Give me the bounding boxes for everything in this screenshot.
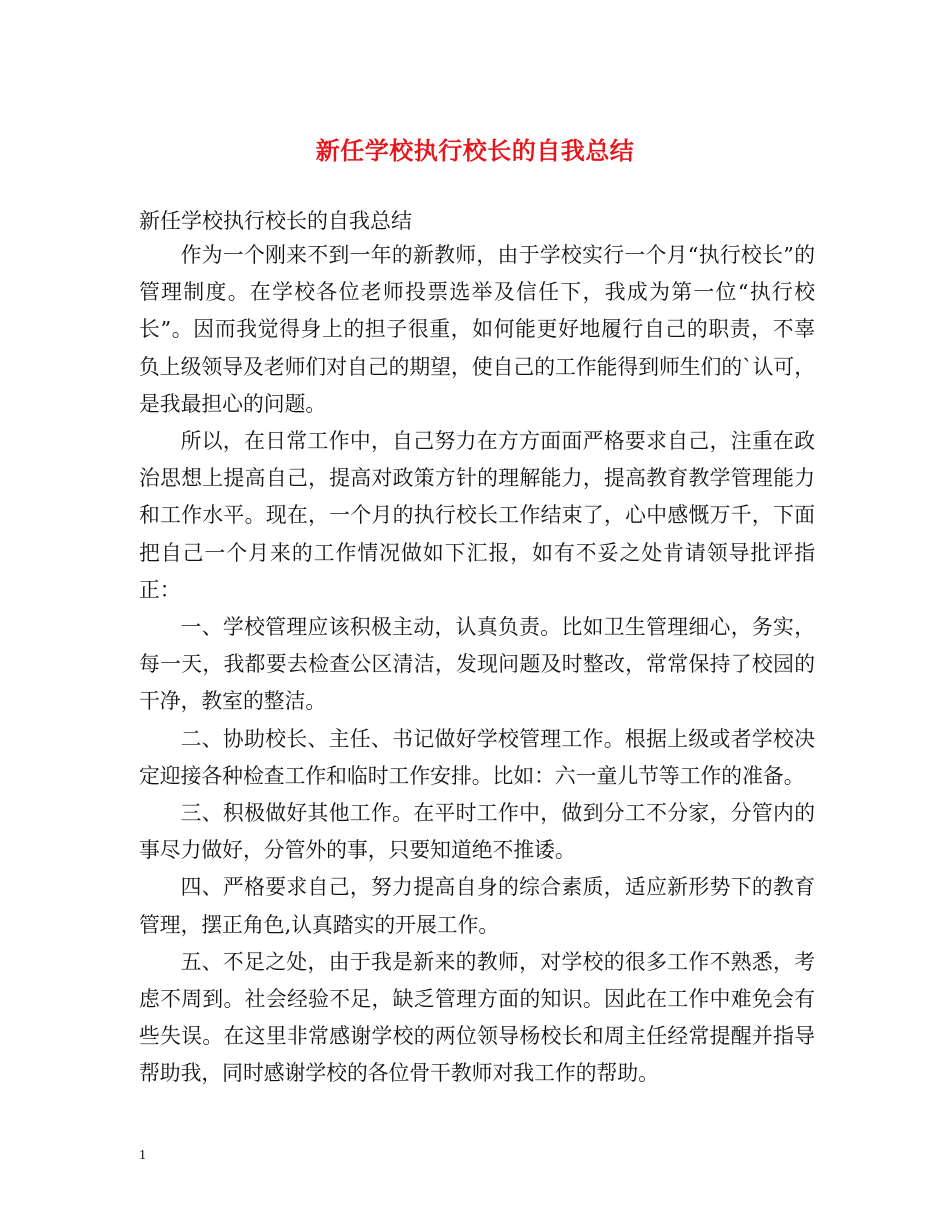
paragraph-item-4: 四、严格要求自己，努力提高自身的综合素质，适应新形势下的教育管理，摆正角色,认真踏实的开展工作。 <box>139 875 815 937</box>
paragraph-item-1: 一、学校管理应该积极主动，认真负责。比如卫生管理细心，务实，每一天，我都要去检查公区清洁，发现问题及时整改，常常保持了校园的干净，教室的整洁。 <box>139 615 815 714</box>
paragraph-intro: 作为一个刚来不到一年的新教师，由于学校实行一个月“执行校长”的管理制度。在学校各位老师投票选举及信任下，我成为第一位“执行校长”。因而我觉得身上的担子很重，如何能更好地履行自己的职责，不辜负上级领导及老师们对自己的期望，使自己的工作能得到师生们的`认可，是我最担心的问题。 <box>139 243 815 416</box>
paragraph-item-2: 二、协助校长、主任、书记做好学校管理工作。根据上级或者学校决定迎接各种检查工作和临时工作安排。比如：六一童儿节等工作的准备。 <box>139 726 815 788</box>
page-number: 1 <box>139 1148 146 1163</box>
document-subtitle: 新任学校执行校长的自我总结 <box>139 209 412 233</box>
paragraph-overview: 所以，在日常工作中，自己努力在方方面面严格要求自己，注重在政治思想上提高自己，提高对政策方针的理解能力，提高教育教学管理能力和工作水平。现在，一个月的执行校长工作结束了，心中感慨万千，下面把自己一个月来的工作情况做如下汇报，如有不妥之处肯请领导批评指正： <box>139 429 815 602</box>
page-title: 新任学校执行校长的自我总结 <box>315 136 635 165</box>
document-body <box>139 237 815 1093</box>
paragraph-item-5: 五、不足之处，由于我是新来的教师，对学校的很多工作不熟悉，考虑不周到。社会经验不足，缺乏管理方面的知识。因此在工作中难免会有些失误。在这里非常感谢学校的两位领导杨校长和周主任经常提醒并指导帮助我，同时感谢学校的各位骨干教师对我工作的帮助。 <box>139 949 815 1086</box>
paragraph-item-3: 三、积极做好其他工作。在平时工作中，做到分工不分家，分管内的事尽力做好，分管外的事，只要知道绝不推诿。 <box>139 801 815 863</box>
